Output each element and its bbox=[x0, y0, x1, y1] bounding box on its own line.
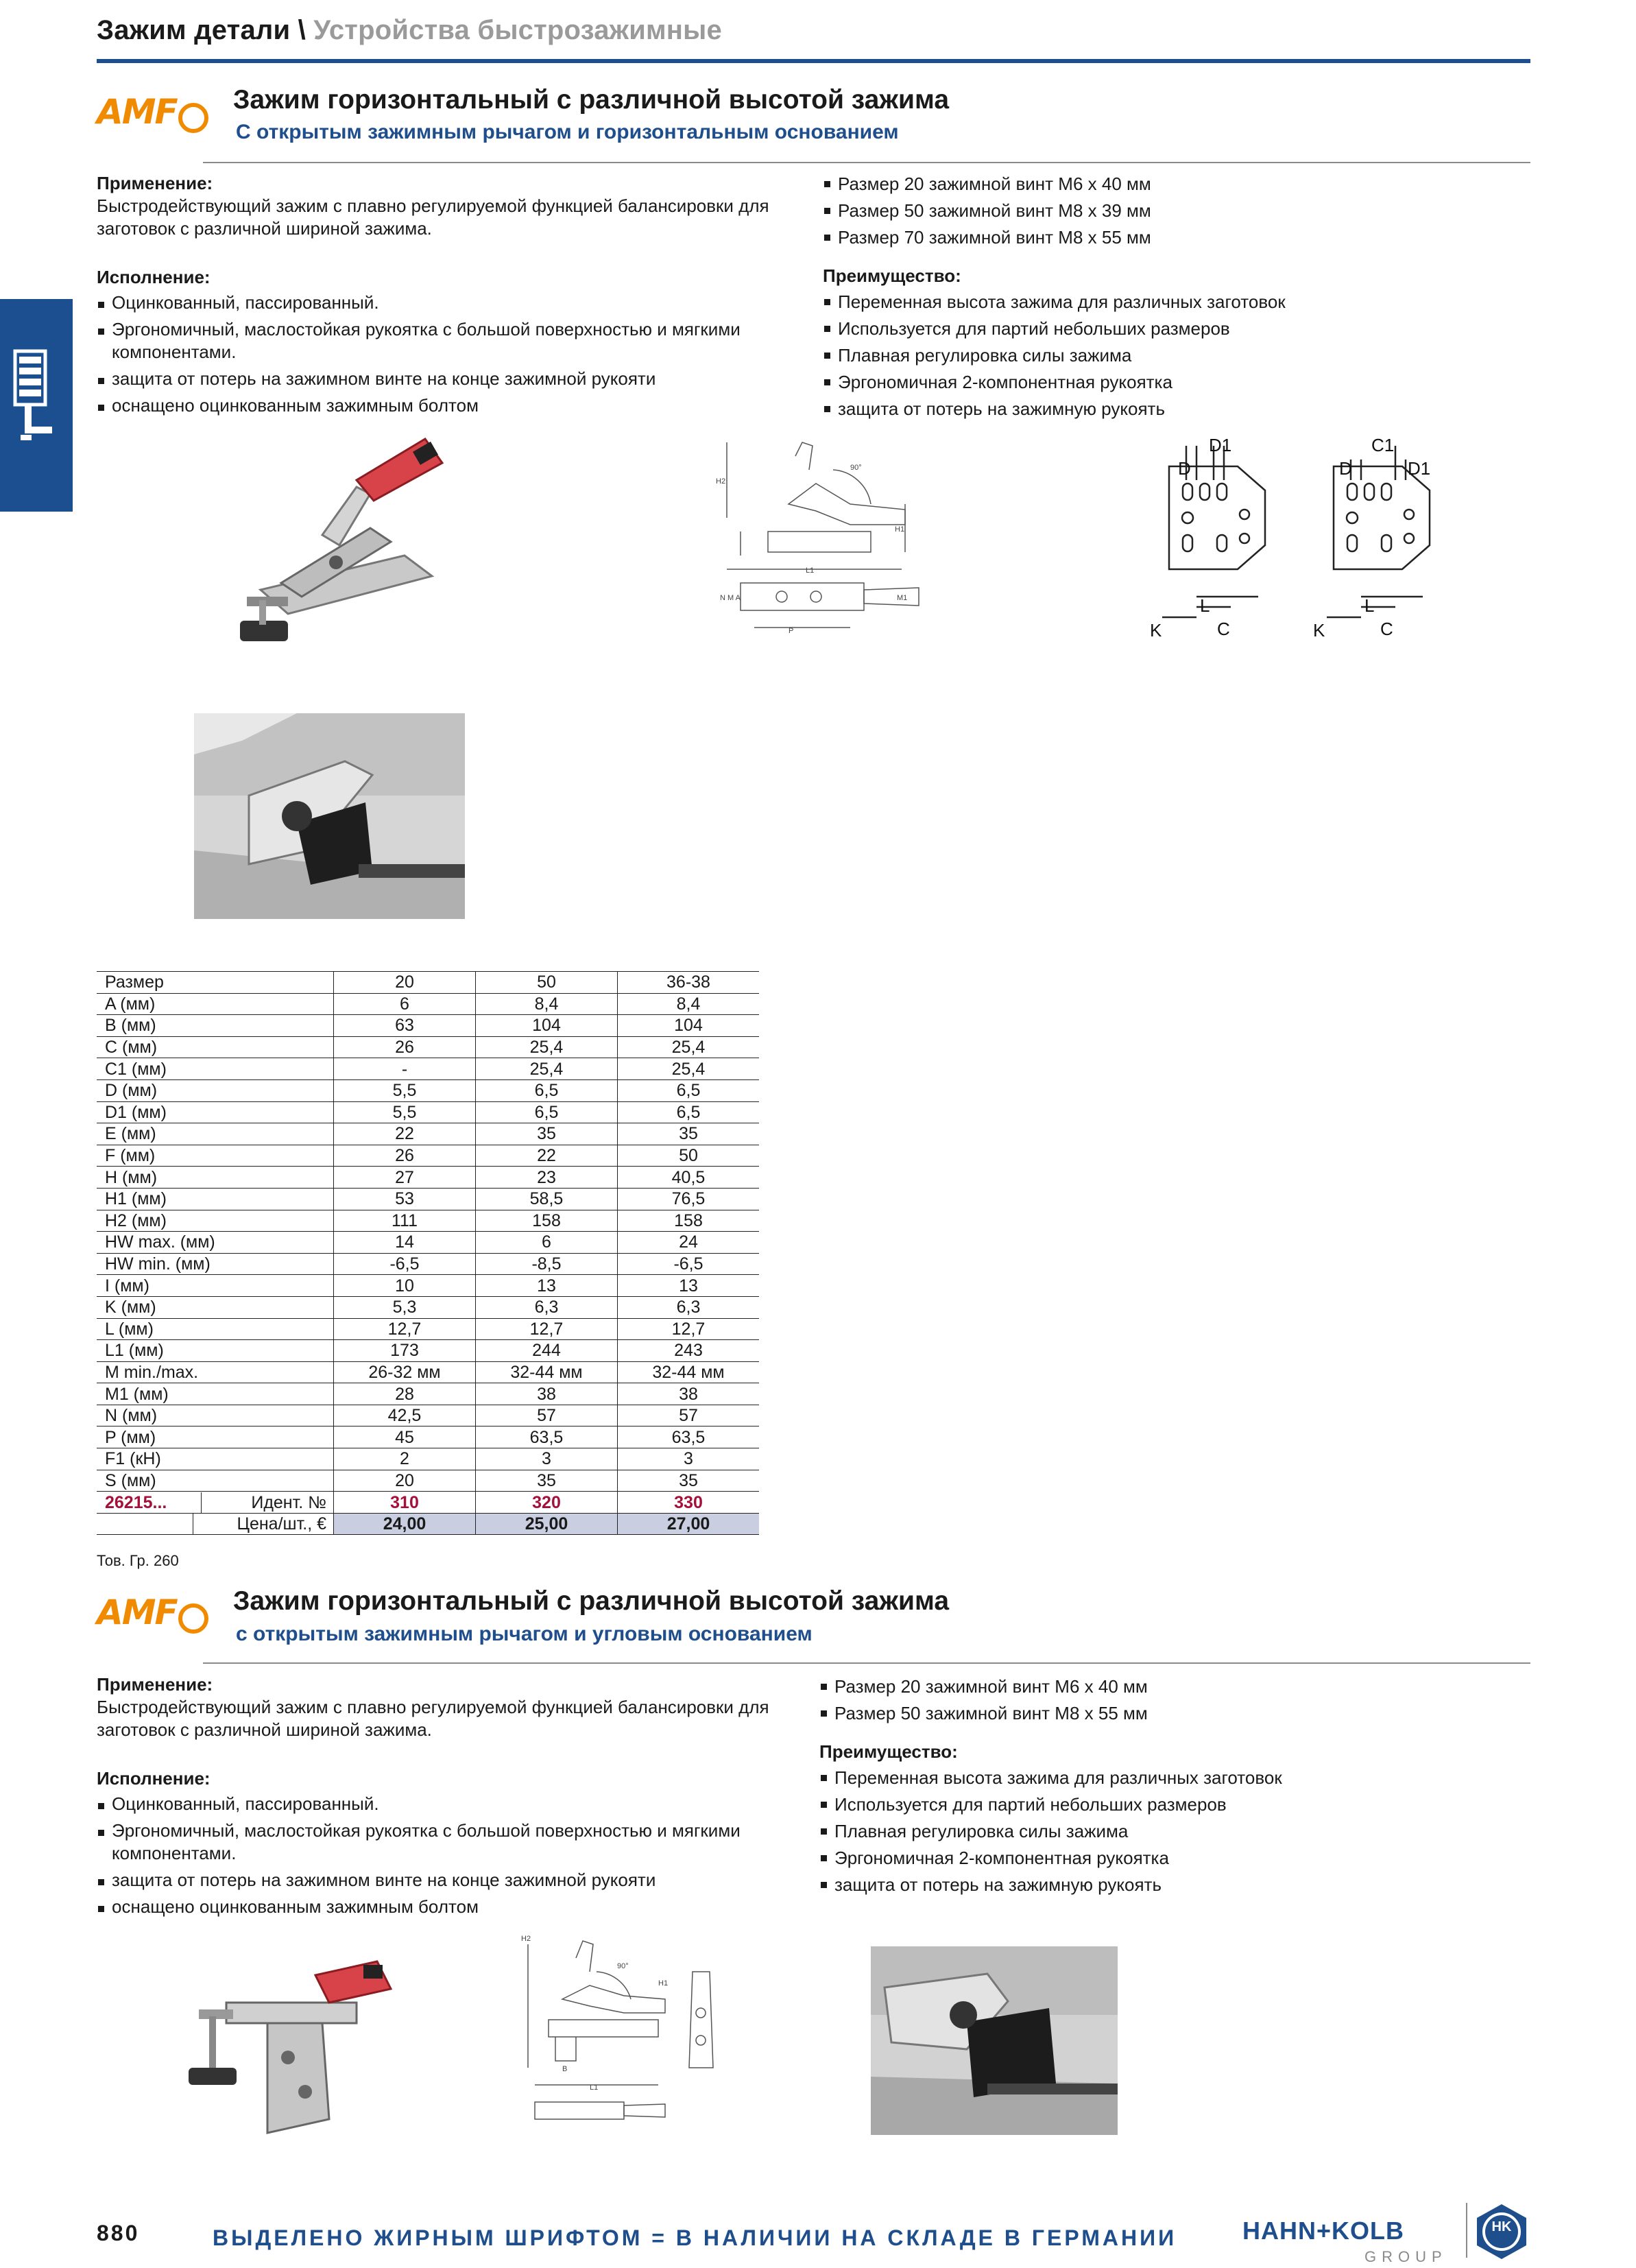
advantage-item: защита от потерь на зажимную рукоять bbox=[823, 396, 1440, 422]
spec-row-value: -6,5 bbox=[618, 1253, 760, 1275]
spec-row bbox=[97, 1167, 759, 1189]
spec-row-label: F1 (кН) bbox=[97, 1448, 334, 1470]
execution-list bbox=[97, 1793, 810, 1918]
spec-row-value: 36-38 bbox=[618, 972, 760, 994]
spec-row-value: 35 bbox=[618, 1123, 760, 1145]
spec-row-value: 13 bbox=[618, 1275, 760, 1297]
svg-text:M1: M1 bbox=[897, 594, 908, 602]
section1-rule bbox=[203, 162, 1530, 163]
spec-row bbox=[97, 1340, 759, 1362]
execution-item: Оцинкованный, пассированный. bbox=[97, 1793, 810, 1815]
spec-row-value: 63,5 bbox=[618, 1427, 760, 1448]
svg-text:L1: L1 bbox=[590, 2084, 599, 2092]
spec-row-value: 6,5 bbox=[618, 1079, 760, 1101]
label-d1: D1 bbox=[1209, 435, 1232, 455]
ident-value[interactable]: 320 bbox=[476, 1492, 618, 1514]
header-subtitle: Устройства быстрозажимные bbox=[313, 15, 722, 45]
spec-row-value: 23 bbox=[476, 1167, 618, 1189]
spec-row-value: 8,4 bbox=[618, 993, 760, 1015]
size-item: Размер 50 зажимной винт М8 x 55 мм bbox=[819, 1700, 1436, 1727]
spec-row-value: 2 bbox=[334, 1448, 476, 1470]
amf-logo-ring bbox=[178, 1603, 208, 1634]
spec-row-label: H2 (мм) bbox=[97, 1210, 334, 1232]
spec-row-value: 5,5 bbox=[334, 1079, 476, 1101]
spec-row bbox=[97, 1405, 759, 1427]
spec-row-label: C (мм) bbox=[97, 1036, 334, 1058]
spec-row bbox=[97, 1123, 759, 1145]
size-item: Размер 20 зажимной винт М6 x 40 мм bbox=[823, 171, 1440, 198]
spec-row-label: L1 (мм) bbox=[97, 1340, 334, 1362]
price-label-cell bbox=[97, 1513, 334, 1535]
spec-row-value: 63 bbox=[334, 1015, 476, 1037]
section2-right-text bbox=[819, 1673, 1436, 1898]
spec-row-value: 25,4 bbox=[618, 1058, 760, 1080]
spec-row-label: H1 (мм) bbox=[97, 1188, 334, 1210]
spec-row-value: 6,3 bbox=[618, 1296, 760, 1318]
spec-row-value: 8,4 bbox=[476, 993, 618, 1015]
price-value: 27,00 bbox=[618, 1513, 760, 1535]
spec-row bbox=[97, 1145, 759, 1167]
brand-name: HAHN+KOLB bbox=[1242, 2217, 1405, 2245]
spec-row-value: 63,5 bbox=[476, 1427, 618, 1448]
spec-row-label: HW min. (мм) bbox=[97, 1253, 334, 1275]
label-l: L bbox=[1364, 595, 1375, 616]
spec-row bbox=[97, 1232, 759, 1254]
spec-row-value: 50 bbox=[618, 1145, 760, 1167]
spec-row-value: 20 bbox=[334, 1470, 476, 1492]
svg-text:N M A: N M A bbox=[720, 594, 741, 602]
spec-row-value: 13 bbox=[476, 1275, 618, 1297]
spec-row-value: 243 bbox=[618, 1340, 760, 1362]
label-c: C bbox=[1217, 619, 1230, 639]
spec-row-value: 24 bbox=[618, 1232, 760, 1254]
advantage-item: Эргономичная 2-компонентная рукоятка bbox=[819, 1845, 1436, 1872]
spec-row-value: 10 bbox=[334, 1275, 476, 1297]
size-item: Размер 20 зажимной винт М6 x 40 мм bbox=[819, 1673, 1436, 1700]
price-value: 25,00 bbox=[476, 1513, 618, 1535]
spec-row-label: Размер bbox=[97, 972, 334, 994]
spec-row-value: 32-44 мм bbox=[618, 1361, 760, 1383]
price-label: Цена/шт., € bbox=[237, 1514, 326, 1534]
spec-row-value: 32-44 мм bbox=[476, 1361, 618, 1383]
spec-row-value: 25,4 bbox=[476, 1036, 618, 1058]
section1-subtitle: С открытым зажимным рычагом и горизонтальным основанием bbox=[236, 121, 899, 143]
section1-left-text bbox=[97, 172, 810, 421]
article-prefix: 26215... bbox=[97, 1492, 202, 1513]
spec-row bbox=[97, 1361, 759, 1383]
svg-text:B: B bbox=[562, 2065, 568, 2073]
svg-text:H1: H1 bbox=[895, 525, 905, 534]
execution-item: защита от потерь на зажимном винте на конце зажимной рукояти bbox=[97, 368, 810, 390]
advantage-item: Плавная регулировка силы зажима bbox=[819, 1818, 1436, 1845]
spec-row-value: 5,5 bbox=[334, 1101, 476, 1123]
spec-row-value: 6,5 bbox=[618, 1101, 760, 1123]
spec-row-label: H (мм) bbox=[97, 1167, 334, 1189]
spec-row-label: A (мм) bbox=[97, 993, 334, 1015]
section2-left-text bbox=[97, 1673, 810, 1922]
spec-row bbox=[97, 1427, 759, 1448]
spec-row-value: 22 bbox=[334, 1123, 476, 1145]
spec-row-label: E (мм) bbox=[97, 1123, 334, 1145]
spec-row bbox=[97, 1253, 759, 1275]
ident-value[interactable]: 310 bbox=[334, 1492, 476, 1514]
spec-row-value: 158 bbox=[618, 1210, 760, 1232]
spec-row-value: 173 bbox=[334, 1340, 476, 1362]
angled-clamp-product-image bbox=[158, 1934, 405, 2147]
spec-row-value: 244 bbox=[476, 1340, 618, 1362]
spec-row-value: 26-32 мм bbox=[334, 1361, 476, 1383]
spec-row-value: 20 bbox=[334, 972, 476, 994]
execution-item: защита от потерь на зажимном винте на конце зажимной рукояти bbox=[97, 1869, 810, 1891]
spec-row bbox=[97, 993, 759, 1015]
header-separator: \ bbox=[298, 15, 306, 45]
spec-row-label: D1 (мм) bbox=[97, 1101, 334, 1123]
spec-row-value: 6,3 bbox=[476, 1296, 618, 1318]
spec-row bbox=[97, 1036, 759, 1058]
spec-row-label: F (мм) bbox=[97, 1145, 334, 1167]
advantage-item: Плавная регулировка силы зажима bbox=[823, 342, 1440, 369]
size-item: Размер 50 зажимной винт М8 x 39 мм bbox=[823, 198, 1440, 224]
spec-row bbox=[97, 1383, 759, 1405]
svg-text:90°: 90° bbox=[617, 1962, 629, 1970]
spec-row-label: B (мм) bbox=[97, 1015, 334, 1037]
spec-row-value: 111 bbox=[334, 1210, 476, 1232]
side-category-tab[interactable] bbox=[0, 299, 73, 512]
amf-logo bbox=[97, 1592, 208, 1636]
brand-mark-text: HK bbox=[1491, 2219, 1512, 2234]
spec-row-value: 28 bbox=[334, 1383, 476, 1405]
spec-row-value: 3 bbox=[476, 1448, 618, 1470]
spec-row-value: - bbox=[334, 1058, 476, 1080]
price-value: 24,00 bbox=[334, 1513, 476, 1535]
label-d: D bbox=[1178, 458, 1191, 479]
spec-row-value: 3 bbox=[618, 1448, 760, 1470]
execution-item: Эргономичный, маслостойкая рукоятка с большой поверхностью и мягкими компонентами. bbox=[97, 1819, 810, 1865]
section2-subtitle: с открытым зажимным рычагом и угловым основанием bbox=[236, 1623, 813, 1645]
spec-row-value: 25,4 bbox=[476, 1058, 618, 1080]
svg-text:H2: H2 bbox=[521, 1935, 531, 1943]
execution-label: Исполнение: bbox=[97, 1768, 210, 1789]
label-k: K bbox=[1150, 620, 1162, 641]
advantage-item: Переменная высота зажима для различных заготовок bbox=[823, 289, 1440, 315]
spec-row bbox=[97, 1470, 759, 1492]
spec-row-value: 6 bbox=[334, 993, 476, 1015]
amf-logo-ring bbox=[178, 103, 208, 133]
advantage-item: Эргономичная 2-компонентная рукоятка bbox=[823, 369, 1440, 396]
section1-title: Зажим горизонтальный с различной высотой зажима bbox=[233, 85, 950, 115]
spec-row-label: M1 (мм) bbox=[97, 1383, 334, 1405]
spec-row-value: 76,5 bbox=[618, 1188, 760, 1210]
ident-label: Идент. № bbox=[251, 1492, 326, 1512]
application-label: Применение: bbox=[97, 1674, 213, 1695]
application-text: Быстродействующий зажим с плавно регулируемой функцией балансировки для заготовок с различной шириной зажима. bbox=[97, 195, 769, 239]
spec-row-value: 6,5 bbox=[476, 1101, 618, 1123]
spec-row-label: N (мм) bbox=[97, 1405, 334, 1427]
spec-row-value: 104 bbox=[476, 1015, 618, 1037]
base-plate-drawings bbox=[1148, 432, 1443, 645]
section2-rule bbox=[203, 1662, 1530, 1664]
advantage-list bbox=[823, 289, 1440, 422]
clamp-detail-photo bbox=[194, 713, 465, 919]
section1-right-text bbox=[823, 171, 1440, 422]
price-row bbox=[97, 1513, 759, 1535]
spec-row-value: 12,7 bbox=[334, 1318, 476, 1340]
spec-row bbox=[97, 1015, 759, 1037]
size-list bbox=[819, 1673, 1436, 1727]
brand-group: GROUP bbox=[1364, 2248, 1447, 2265]
amf-logo bbox=[97, 92, 208, 136]
label-l: L bbox=[1200, 595, 1210, 616]
spec-row-value: 35 bbox=[476, 1123, 618, 1145]
spec-row-value: 26 bbox=[334, 1036, 476, 1058]
label-c1: C1 bbox=[1371, 435, 1395, 455]
execution-item: Оцинкованный, пассированный. bbox=[97, 291, 810, 314]
spec-row-value: 38 bbox=[476, 1383, 618, 1405]
spec-row-value: 57 bbox=[618, 1405, 760, 1427]
ident-cell bbox=[97, 1492, 334, 1514]
spec-row-value: 12,7 bbox=[476, 1318, 618, 1340]
spec-row-value: 25,4 bbox=[618, 1036, 760, 1058]
spec-table bbox=[97, 971, 759, 1535]
spec-row-value: 5,3 bbox=[334, 1296, 476, 1318]
execution-item: Эргономичный, маслостойкая рукоятка с большой поверхностью и мягкими компонентами. bbox=[97, 318, 810, 363]
amf-logo-text: AMF bbox=[97, 92, 177, 132]
spec-row-label: D (мм) bbox=[97, 1079, 334, 1101]
svg-text:90°: 90° bbox=[850, 464, 862, 472]
spec-row-label: K (мм) bbox=[97, 1296, 334, 1318]
product-group: Тов. Гр. 260 bbox=[97, 1552, 179, 1569]
advantage-item: защита от потерь на зажимную рукоять bbox=[819, 1872, 1436, 1898]
application-text: Быстродействующий зажим с плавно регулируемой функцией балансировки для заготовок с различной шириной зажима. bbox=[97, 1697, 769, 1740]
section2-title: Зажим горизонтальный с различной высотой зажима bbox=[233, 1586, 950, 1616]
advantage-list bbox=[819, 1765, 1436, 1898]
ident-value[interactable]: 330 bbox=[618, 1492, 760, 1514]
spec-row-value: 27 bbox=[334, 1167, 476, 1189]
application-label: Применение: bbox=[97, 173, 213, 193]
spec-row-value: 58,5 bbox=[476, 1188, 618, 1210]
spec-row-value: 50 bbox=[476, 972, 618, 994]
label-c: C bbox=[1380, 619, 1393, 639]
spec-row-value: 35 bbox=[476, 1470, 618, 1492]
spec-row-label: S (мм) bbox=[97, 1470, 334, 1492]
label-d: D bbox=[1339, 458, 1352, 479]
spec-row bbox=[97, 1210, 759, 1232]
stock-note: ВЫДЕЛЕНО ЖИРНЫМ ШРИФТОМ = В НАЛИЧИИ НА СКЛАДЕ В ГЕРМАНИИ bbox=[213, 2225, 1177, 2250]
clamp-category-icon bbox=[0, 299, 73, 512]
advantage-item: Используется для партий небольших размеров bbox=[823, 315, 1440, 342]
spec-row-value: 38 bbox=[618, 1383, 760, 1405]
spec-row-label: P (мм) bbox=[97, 1427, 334, 1448]
angled-clamp-technical-drawing bbox=[521, 1931, 747, 2136]
spec-row-value: -6,5 bbox=[334, 1253, 476, 1275]
spec-row bbox=[97, 1058, 759, 1080]
spec-row-label: I (мм) bbox=[97, 1275, 334, 1297]
spec-row bbox=[97, 1318, 759, 1340]
page-header bbox=[97, 15, 722, 46]
label-d1: D1 bbox=[1408, 458, 1431, 479]
spec-row-label: HW max. (мм) bbox=[97, 1232, 334, 1254]
spec-row-value: 57 bbox=[476, 1405, 618, 1427]
spec-row-value: 53 bbox=[334, 1188, 476, 1210]
spec-row-value: 45 bbox=[334, 1427, 476, 1448]
advantage-item: Переменная высота зажима для различных заготовок bbox=[819, 1765, 1436, 1791]
svg-text:L1: L1 bbox=[806, 566, 815, 575]
hahn-kolb-logo-icon bbox=[1473, 2203, 1530, 2260]
spec-row-value: 14 bbox=[334, 1232, 476, 1254]
spec-row-value: 22 bbox=[476, 1145, 618, 1167]
spec-row bbox=[97, 1101, 759, 1123]
spec-row-label: M min./max. bbox=[97, 1361, 334, 1383]
spec-row-value: 35 bbox=[618, 1470, 760, 1492]
execution-item: оснащено оцинкованным зажимным болтом bbox=[97, 394, 810, 417]
header-title: Зажим детали bbox=[97, 15, 291, 45]
clamp-technical-drawing bbox=[713, 429, 926, 648]
svg-text:H1: H1 bbox=[658, 1979, 669, 1988]
spec-row-value: 158 bbox=[476, 1210, 618, 1232]
spec-row bbox=[97, 1079, 759, 1101]
advantage-label: Преимущество: bbox=[823, 265, 961, 286]
spec-row bbox=[97, 1448, 759, 1470]
advantage-label: Преимущество: bbox=[819, 1741, 958, 1762]
angled-clamp-detail-photo bbox=[871, 1946, 1118, 2135]
execution-label: Исполнение: bbox=[97, 267, 210, 287]
clamp-product-image bbox=[199, 425, 459, 652]
spec-row-value: 42,5 bbox=[334, 1405, 476, 1427]
spec-row-value: -8,5 bbox=[476, 1253, 618, 1275]
spec-row-value: 40,5 bbox=[618, 1167, 760, 1189]
spec-row-value: 12,7 bbox=[618, 1318, 760, 1340]
spec-row bbox=[97, 972, 759, 994]
svg-text:P: P bbox=[789, 627, 794, 635]
execution-item: оснащено оцинкованным зажимным болтом bbox=[97, 1896, 810, 1918]
advantage-item: Используется для партий небольших размеров bbox=[819, 1791, 1436, 1818]
amf-logo-text: AMF bbox=[97, 1592, 177, 1632]
spec-row bbox=[97, 1275, 759, 1297]
spec-row-value: 6 bbox=[476, 1232, 618, 1254]
size-item: Размер 70 зажимной винт М8 x 55 мм bbox=[823, 224, 1440, 251]
svg-text:H2: H2 bbox=[716, 477, 726, 486]
header-rule bbox=[97, 59, 1530, 63]
ident-row bbox=[97, 1492, 759, 1514]
page-number: 880 bbox=[97, 2221, 140, 2245]
spec-row-value: 6,5 bbox=[476, 1079, 618, 1101]
spec-row-label: C1 (мм) bbox=[97, 1058, 334, 1080]
spec-row bbox=[97, 1296, 759, 1318]
execution-list bbox=[97, 291, 810, 417]
spec-row-value: 26 bbox=[334, 1145, 476, 1167]
spec-row-label: L (мм) bbox=[97, 1318, 334, 1340]
spec-row bbox=[97, 1188, 759, 1210]
spec-row-value: 104 bbox=[618, 1015, 760, 1037]
size-list bbox=[823, 171, 1440, 251]
label-k: K bbox=[1313, 620, 1325, 641]
